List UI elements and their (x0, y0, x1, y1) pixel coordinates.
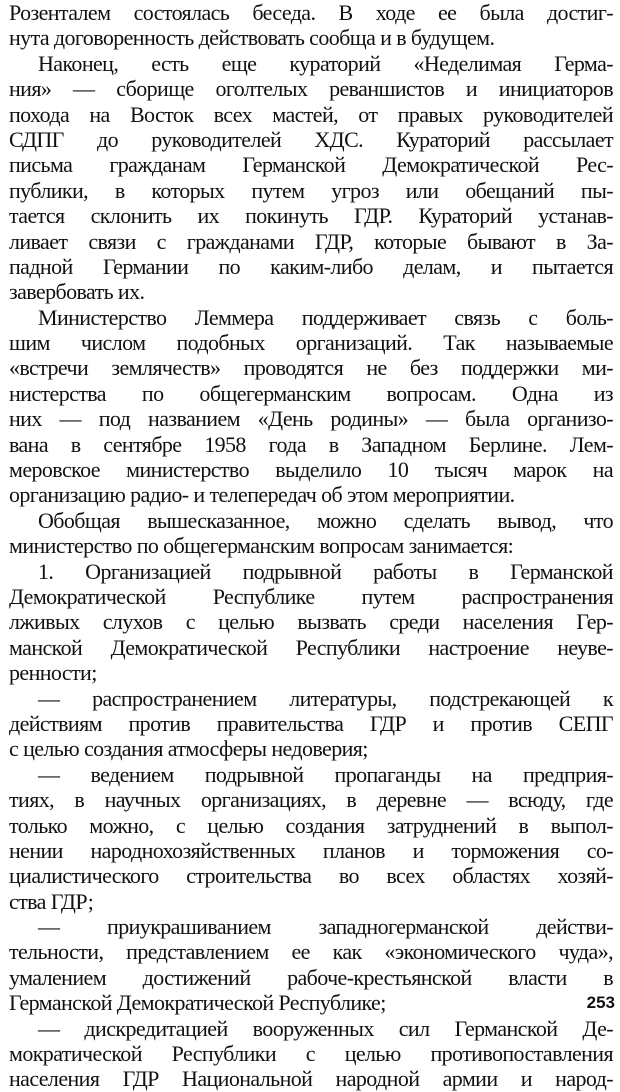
text-line: падной Германии по каким-либо делам, и пытается (9, 253, 613, 279)
text-line: только можно, с целью создания затруднений в выпол- (9, 812, 613, 838)
text-line: ливает связи с гражданами ГДР, которые бывают в За- (9, 228, 613, 254)
text-line: Демократической Республике путем распространения (9, 583, 613, 609)
text-line: нута договоренность действовать сообща и в будущем. (9, 25, 495, 51)
text-line: «встречи землячеств» проводятся не без поддержки ми- (9, 355, 613, 381)
text-line: тается склонить их покинуть ГДР. Кураторий устанав- (9, 203, 613, 229)
body-text (9, 0, 613, 1092)
text-line: похода на Восток всех мастей, от правых руководителей (9, 101, 613, 127)
text-line: манской Демократической Республики настроение неуве- (9, 634, 613, 660)
text-line: публики, в которых путем угроз или обещаний пы- (9, 177, 613, 203)
text-line: меровское министерство выделило 10 тысяч марок на (9, 457, 613, 483)
text-line: 1. Организацией подрывной работы в Германской (38, 558, 613, 584)
text-line: лживых слухов с целью вызвать среди населения Гер- (9, 609, 613, 635)
text-line: с целью создания атмосферы недоверия; (9, 736, 368, 762)
text-line: шим числом подобных организаций. Так называемые (9, 330, 613, 356)
text-line: Обобщая вышесказанное, можно сделать вывод, что (38, 507, 613, 533)
text-line: тиях, в научных организациях, в деревне — всюду, где (9, 787, 613, 813)
text-line: Розенталем состоялась беседа. В ходе ее была достиг- (9, 0, 613, 25)
text-line: тельности, представлением ее как «экономического чуда», (9, 939, 613, 965)
text-line: — распространением литературы, подстрекающей к (38, 685, 613, 711)
text-line: мократической Республики с целью противопоставления (9, 1041, 613, 1067)
text-line: письма гражданам Германской Демократической Рес- (9, 152, 613, 178)
text-line: — дискредитацией вооруженных сил Германской Де- (38, 1015, 613, 1041)
text-line: циалистического строительства во всех областях хозяй- (9, 863, 613, 889)
text-line: Наконец, есть еще кураторий «Неделимая Герма- (38, 50, 613, 76)
text-line: — ведением подрывной пропаганды на предприя- (38, 761, 613, 787)
text-line: СДПГ до руководителей ХДС. Кураторий рассылает (9, 126, 613, 152)
text-line: министерство по общегерманским вопросам занимается: (9, 533, 514, 559)
text-line: нистерства по общегерманским вопросам. Одна из (9, 380, 613, 406)
text-line: них — под названием «День родины» — была организо- (9, 406, 613, 432)
text-line: умалением достижений рабоче-крестьянской власти в (9, 964, 613, 990)
text-line: действиям против правительства ГДР и против СЕПГ (9, 710, 613, 736)
text-line: организацию радио- и телепередач об этом мероприятии. (9, 482, 515, 508)
text-line: — приукрашиванием западногерманской действи- (38, 914, 613, 940)
text-line: Германской Демократической Республике; (9, 990, 386, 1016)
text-line: Министерство Леммера поддерживает связь с боль- (38, 304, 613, 330)
text-line: населения ГДР Национальной народной армии и народ- (9, 1066, 613, 1092)
text-line: ренности; (9, 660, 97, 686)
text-line: ства ГДР; (9, 888, 94, 914)
text-line: нении народнохозяйственных планов и торможения со- (9, 837, 613, 863)
text-line: завербовать их. (9, 279, 145, 305)
text-line: вана в сентябре 1958 года в Западном Берлине. Лем- (9, 431, 613, 457)
text-line: ния» — сборище оголтелых реваншистов и инициаторов (9, 76, 613, 102)
page-number: 253 (586, 993, 615, 1012)
